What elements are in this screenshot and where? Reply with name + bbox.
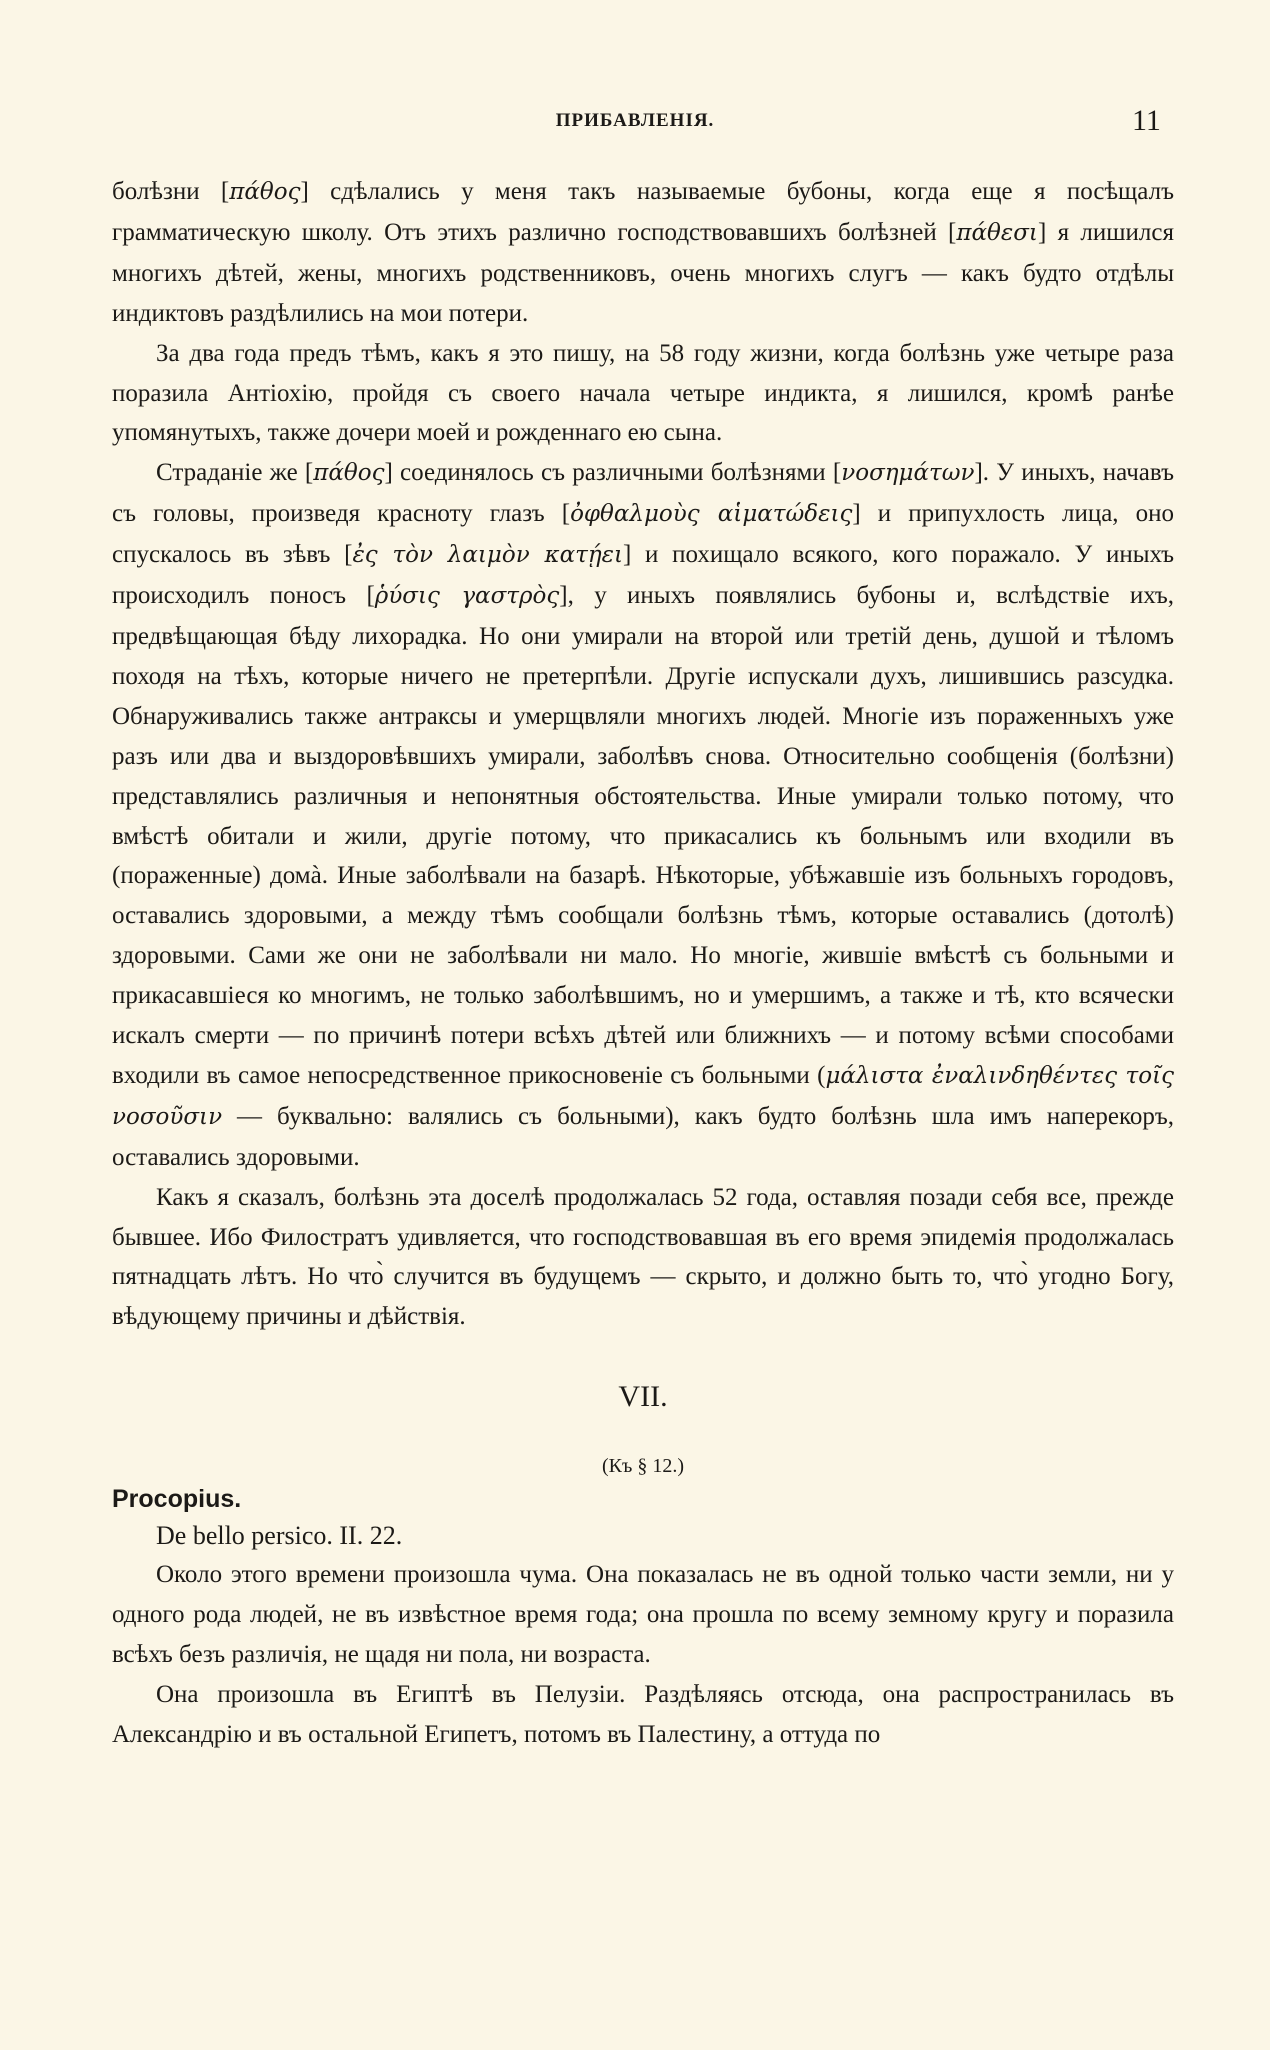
running-title: ПРИБАВЛЕНІЯ. (555, 110, 715, 131)
source-author: Procopius. (112, 1485, 242, 1514)
text-run: ], у иныхъ появлялись бубоны и, вслѣдствіе ихъ, предвѣщающая бѣду лихорадка. Но они умирали на второй или третій день, душой и тѣломъ походя на тѣхъ, которые ничего не претерпѣли. Другіе испускали духъ, лишившись разсудка. Обнаруживались также антраксы и умерщвляли многихъ людей. Многіе изъ пораженныхъ уже разъ или два и выздоровѣвшихъ умирали, заболѣвъ снова. Относительно сообщенія (болѣзни) представлялись различныя и непонятныя обстоятельства. Иные умирали только потому, что вмѣстѣ обитали и жили, другіе потому, что прикасались къ больнымъ или входили въ (пораженные) домà. Иные заболѣвали на базарѣ. Нѣкоторые, убѣжавшіе изъ больныхъ городовъ, оставались здоровыми, а между тѣмъ сообщали болѣзнь тѣмъ, которые оставались (дотолѣ) здоровыми. Сами же они не заболѣвали ни мало. Но многіе, жившіе вмѣстѣ съ больными и прикасавшіеся ко многимъ, не только заболѣвшимъ, но и умершимъ, а также и тѣ, кто всячески искалъ смерти — по причинѣ потери всѣхъ дѣтей или ближнихъ — и потому всѣми способами входили въ самое непосредственное прикосновеніе съ больными ( (112, 582, 1174, 1089)
text-run: Страданіе же [ (156, 459, 314, 487)
paragraph-2: За два года предъ тѣмъ, какъ я это пишу, на 58 году жизни, когда болѣзнь уже четыре раза поразила Антіохію, пройдя съ своего начала четыре индикта, я лишился, кромѣ ранѣе упомянутыхъ, также дочери моей и рожденнаго ею сына. (112, 339, 1174, 447)
page-number: 11 (1132, 104, 1161, 137)
paragraph-3 (112, 453, 1174, 1177)
greek-term: πάθεσι (956, 219, 1038, 246)
text-run: ] и похищало всякого, кого поражало. У иныхъ происходилъ поносъ [ (112, 541, 1174, 610)
section-number: VII. (618, 1380, 668, 1414)
text-run: ] и припухлость лица, оно спускалось въ зѣвъ [ (112, 500, 1175, 569)
text-run: — буквально: валялись съ больными), какъ будто болѣзнь шла имъ наперекоръ, оставались здоровыми. (112, 1102, 1174, 1171)
text-run: ] соединялось съ различными болѣзнями [ (384, 459, 842, 487)
paragraph-4: Какъ я сказалъ, болѣзнь эта доселѣ продолжалась 52 года, оставляя позади себя все, прежде бывшее. Ибо Филостратъ удивляется, что господствовавшая въ его время эпидемія продолжалась пятнадцать лѣтъ. Но что̀ случится въ будущемъ — скрыто, и должно быть то, что̀ угодно Богу, вѣдующему причины и дѣйствія. (112, 1183, 1174, 1331)
text-run: ]. У иныхъ, начавъ съ головы, произведя красноту глазъ [ (112, 459, 1174, 528)
paragraph-5: Около этого времени произошла чума. Она показалась не въ одной только части земли, ни у одного рода людей, не въ извѣстное время года; она прошла по всему земному кругу и поразила всѣхъ безъ различія, не щадя ни пола, ни возраста. (112, 1561, 1174, 1669)
greek-term: πάθος (229, 179, 301, 205)
paragraph-1 (112, 172, 1174, 334)
greek-term: νοσημάτων (841, 460, 975, 487)
page-body (112, 172, 1174, 1755)
source-work: De bello persico. II. 22. (156, 1521, 403, 1551)
greek-term: μάλιστα ἐναλινδηθέντες τοῖς νοσοῦσιν (112, 1062, 1174, 1130)
text-run: ] я лишился многихъ дѣтей, жены, многихъ родственниковъ, очень многихъ слугъ — какъ будто отдѣлы индиктовъ раздѣлились на мои потери. (112, 218, 1174, 327)
greek-term: ῥύσις γαστρὸς (374, 583, 560, 610)
greek-term: ἐς τὸν λαιμὸν κατῄει (352, 542, 623, 569)
paragraph-6: Она произошла въ Египтѣ въ Пелузіи. Раздѣляясь отсюда, она распространилась въ Александрію и въ остальной Египетъ, потомъ въ Палестину, а оттуда по (112, 1681, 1174, 1748)
greek-term: ὀφθαλμοὺς αἱματώδεις (570, 501, 853, 528)
text-run: болѣзни [ (112, 178, 230, 205)
greek-term: πάθος (313, 460, 385, 487)
section-reference: (Къ § 12.) (601, 1455, 684, 1478)
text-run: ] сдѣлались у меня такъ называемые бубоны, когда еще я посѣщалъ грамматическую школу. Отъ этихъ различно господствовавшихъ болѣзней [ (112, 178, 1174, 246)
